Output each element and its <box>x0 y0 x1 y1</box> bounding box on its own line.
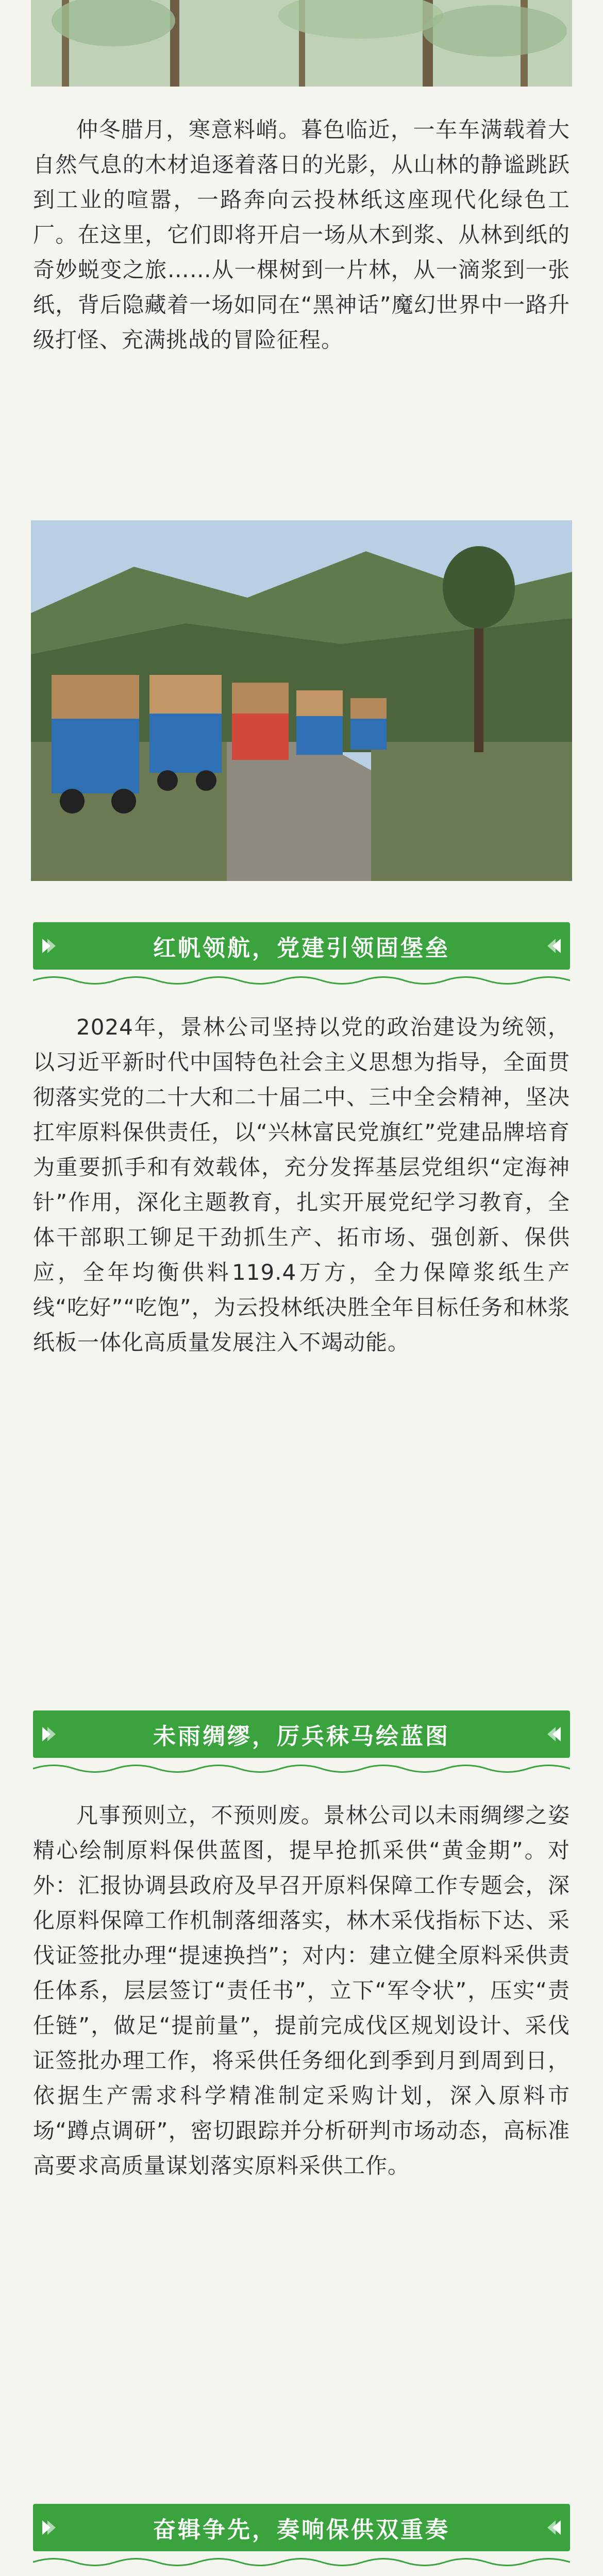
section-paragraph: 2024年，景林公司坚持以党的政治建设为统领，以习近平新时代中国特色社会主义思想为指导，全面贯彻落实党的二十大和二十届二中、三中全会精神，坚决扛牢原料保供责任，以“兴林富民党旗红”党建品牌培育为重要抓手和有效载体，充分发挥基层党组织“定海神针”作用，深化主题教育，扎实开展党纪学习教育，全体干部职工铆足干劲抓生产、拓市场、强创新、保供应，全年均衡供料119.4万方，全力保障浆纸生产线“吃好”“吃饱”，为云投林纸决胜全年目标任务和林浆纸板一体化高质量发展注入不竭动能。 <box>33 1014 570 1355</box>
log-trucks-illustration <box>31 520 572 881</box>
section-heading-text: 奋辑争先，奏响保供双重奏 <box>153 2517 450 2543</box>
section-heading-supply <box>33 2504 570 2551</box>
section-heading-text: 红帆领航，党建引领固堡垒 <box>153 935 450 961</box>
chevron-right-icon <box>39 1725 58 1743</box>
chevron-left-icon <box>545 1725 564 1743</box>
chevron-left-icon <box>545 937 564 955</box>
log-trucks-photo <box>31 520 572 881</box>
section-paragraph: 凡事预则立，不预则废。景林公司以未雨绸缪之姿精心绘制原料保供蓝图，提早抢抓采供“黄金期”。对外：汇报协调县政府及早召开原料保障工作专题会，深化原料保障工作机制落细落实，林木采伐指标下达、采伐证签批办理“提速换挡”；对内：建立健全原料采供责任体系，层层签订“责任书”，立下“军令状”，压实“责任链”，做足“提前量”，提前完成伐区规划设计、采伐证签批办理工作，将采供任务细化到季到月到周到日，依据生产需求科学精准制定采购计划，深入原料市场“蹲点调研”，密切跟踪并分析研判市场动态，高标准高要求高质量谋划落实原料采供工作。 <box>33 1803 570 2178</box>
section-heading-text: 未雨绸缪，厉兵秣马绘蓝图 <box>153 1723 450 1750</box>
chevron-right-icon <box>39 2518 58 2537</box>
wave-divider <box>33 2555 570 2569</box>
wave-divider <box>33 974 570 987</box>
wave-divider <box>33 1762 570 1775</box>
forest-photo-top <box>31 0 572 87</box>
section-heading-party-building <box>33 922 570 970</box>
forest-illustration <box>31 0 572 87</box>
section-heading-planning <box>33 1710 570 1758</box>
intro-paragraph: 仲冬腊月，寒意料峭。暮色临近，一车车满载着大自然气息的木材追逐着落日的光影，从山林的静谧跳跃到工业的喧嚣，一路奔向云投林纸这座现代化绿色工厂。在这里，它们即将开启一场从木到浆、从林到纸的奇妙蜕变之旅……从一棵树到一片林，从一滴浆到一张纸，背后隐藏着一场如同在“黑神话”魔幻世界中一路升级打怪、充满挑战的冒险征程。 <box>33 117 570 352</box>
chevron-right-icon <box>39 937 58 955</box>
chevron-left-icon <box>545 2518 564 2537</box>
